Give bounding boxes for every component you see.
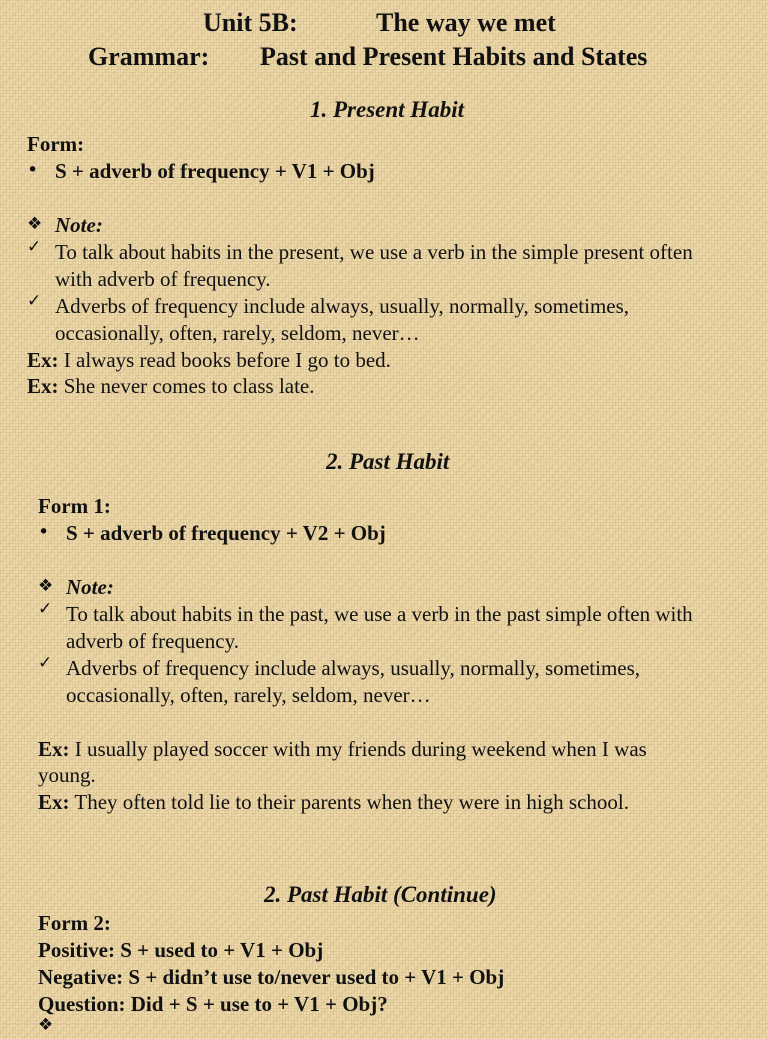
section1-formula: S + adverb of frequency + V1 + Obj [55, 159, 375, 183]
question-label: Question: [38, 992, 126, 1016]
section1-note2-line2: occasionally, often, rarely, seldom, never… [55, 321, 420, 345]
grammar-label: Grammar: [88, 42, 210, 71]
example-label: Ex: [38, 737, 70, 761]
section1-heading: 1. Present Habit [310, 97, 464, 122]
section3-positive [38, 937, 323, 964]
section2-note2-line1: Adverbs of frequency include always, usually, normally, sometimes, [66, 656, 641, 680]
section2-form-label: Form 1: [38, 494, 111, 518]
section2-note2-line2: occasionally, often, rarely, seldom, never… [66, 683, 431, 707]
negative-label: Negative: [38, 965, 124, 989]
diamond-bullet-icon: ❖ [27, 214, 43, 234]
diamond-bullet-icon: ❖ [38, 576, 54, 596]
section3-question [38, 991, 388, 1018]
example-text: They often told lie to their parents when they were in high school. [74, 790, 629, 814]
section3-heading: 2. Past Habit (Continue) [264, 882, 497, 907]
unit-label: Unit 5B: [203, 8, 298, 37]
negative-formula: S + didn’t use to/never used to + V1 + Obj [128, 965, 505, 989]
example-text: I always read books before I go to bed. [63, 348, 391, 372]
bullet-icon: • [27, 159, 39, 181]
diamond-bullet-icon: ❖ [38, 1015, 54, 1035]
section2-note-label: Note: [66, 575, 114, 599]
section1-form-label: Form: [27, 132, 85, 156]
question-formula: Did + S + use to + V1 + Obj? [130, 992, 388, 1016]
example-text: She never comes to class late. [63, 374, 315, 398]
section1-note1-line1: To talk about habits in the present, we use a verb in the simple present often [55, 240, 693, 264]
section2-note1-line1: To talk about habits in the past, we use a verb in the past simple often with [66, 602, 693, 626]
section2-example-1 [38, 736, 647, 763]
section3-form-label: Form 2: [38, 911, 111, 935]
section1-note1-line2: with adverb of frequency. [55, 267, 271, 291]
section2-heading: 2. Past Habit [326, 449, 450, 474]
example-text: I usually played soccer with my friends during weekend when I was [74, 737, 647, 761]
section2-example-2 [38, 789, 629, 816]
section1-note-label: Note: [55, 213, 103, 237]
positive-formula: S + used to + V1 + Obj [120, 938, 324, 962]
example-label: Ex: [38, 790, 70, 814]
section1-example-1 [27, 347, 391, 374]
check-icon: ✓ [38, 653, 53, 673]
section1-example-2 [27, 373, 315, 400]
positive-label: Positive: [38, 938, 115, 962]
unit-title: The way we met [376, 8, 556, 37]
check-icon: ✓ [27, 291, 42, 311]
section2-example-1-continued: young. [38, 763, 96, 787]
example-label: Ex: [27, 348, 59, 372]
example-label: Ex: [27, 374, 59, 398]
check-icon: ✓ [38, 599, 53, 619]
section2-formula: S + adverb of frequency + V2 + Obj [66, 521, 386, 545]
section3-negative [38, 964, 504, 991]
bullet-icon: • [38, 521, 50, 543]
section2-note1-line2: adverb of frequency. [66, 629, 239, 653]
grammar-title: Past and Present Habits and States [260, 42, 648, 71]
section1-note2-line1: Adverbs of frequency include always, usually, normally, sometimes, [55, 294, 630, 318]
check-icon: ✓ [27, 237, 42, 257]
